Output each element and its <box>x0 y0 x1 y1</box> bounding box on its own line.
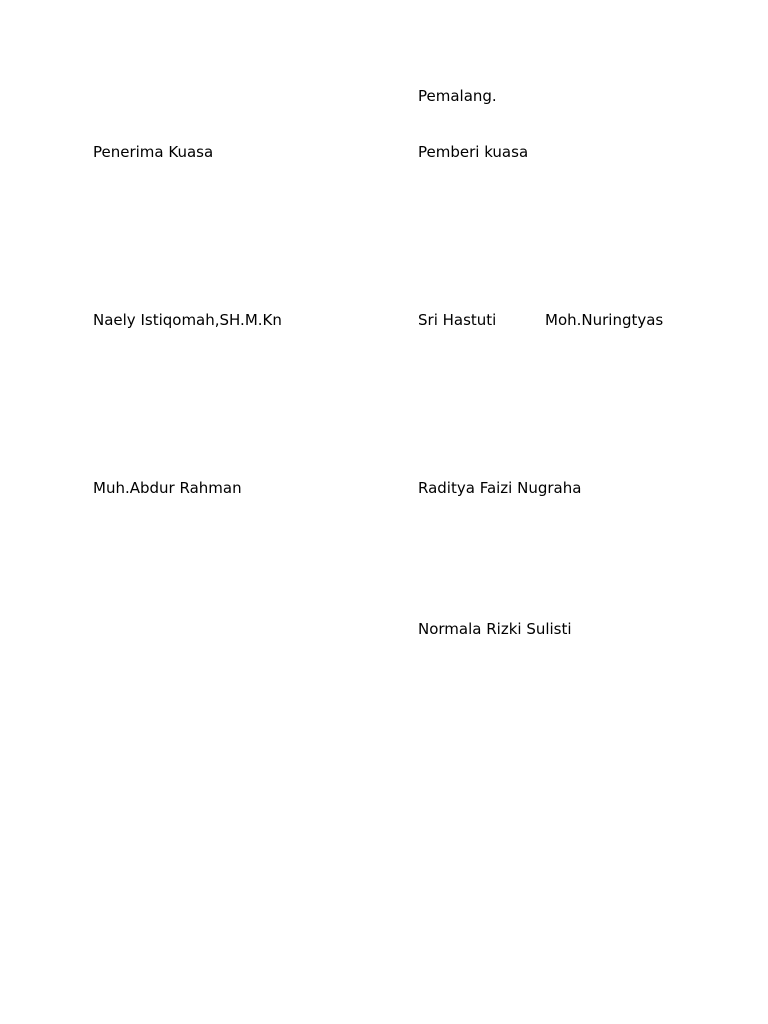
recipient-name: Muh.Abdur Rahman <box>93 479 242 497</box>
recipient-heading: Penerima Kuasa <box>93 143 214 161</box>
place-date: Pemalang. <box>418 87 497 105</box>
grantor-name: Sri Hastuti <box>418 311 497 329</box>
grantor-name: Moh.Nuringtyas <box>545 311 664 329</box>
grantor-name: Raditya Faizi Nugraha <box>418 479 582 497</box>
grantor-heading: Pemberi kuasa <box>418 143 529 161</box>
grantor-name: Normala Rizki Sulisti <box>418 620 572 638</box>
recipient-name: Naely Istiqomah,SH.M.Kn <box>93 311 282 329</box>
